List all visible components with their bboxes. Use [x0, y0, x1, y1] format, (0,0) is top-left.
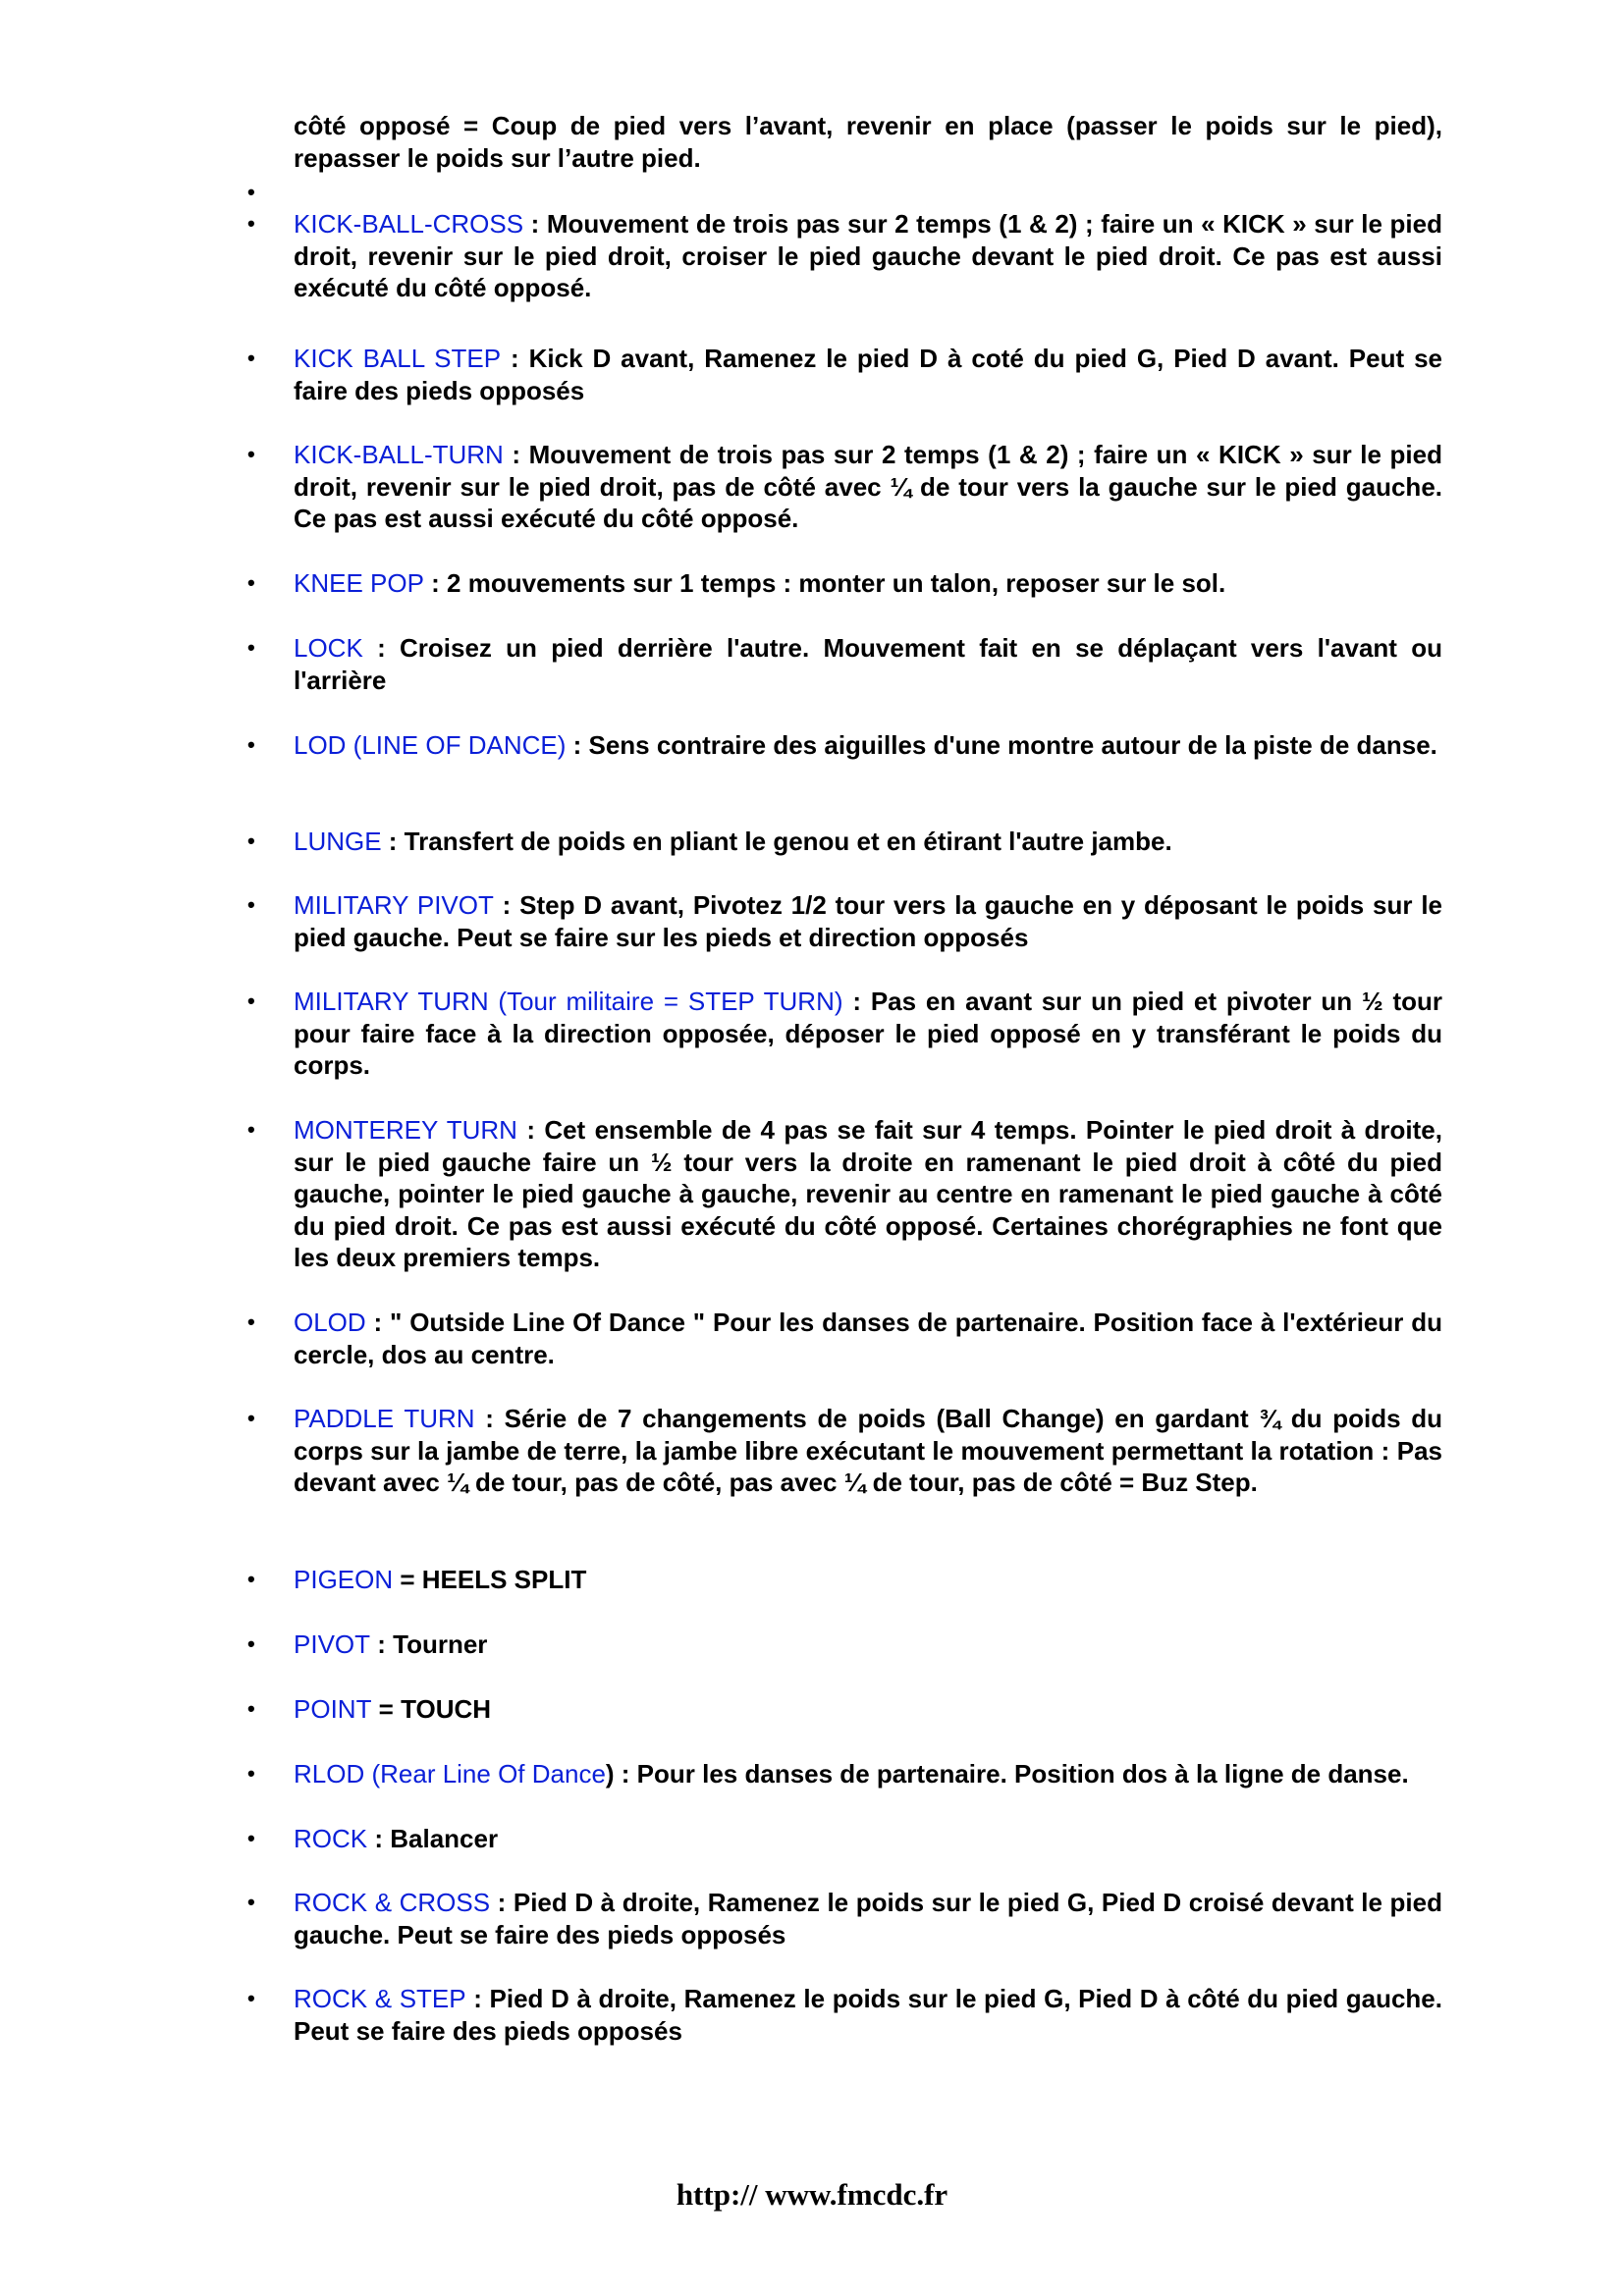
- glossary-entry: [294, 1693, 1442, 1726]
- list-bullet: •: [247, 1826, 255, 1850]
- list-bullet: •: [247, 1986, 255, 2010]
- continuation-paragraph: [294, 110, 1442, 174]
- glossary-entry: [294, 1564, 1442, 1596]
- list-bullet: •: [247, 1567, 255, 1591]
- list-bullet: •: [247, 828, 255, 853]
- glossary-entry: [294, 1403, 1442, 1499]
- glossary-entry: [294, 343, 1442, 406]
- glossary-definition: : Transfert de poids en pliant le genou et en étirant l'autre jambe.: [381, 827, 1172, 856]
- glossary-term: KICK-BALL-CROSS: [294, 209, 524, 239]
- glossary-entry: [294, 1758, 1521, 1790]
- glossary-term: LUNGE: [294, 827, 382, 856]
- glossary-definition: : 2 mouvements sur 1 temps : monter un talon, reposer sur le sol.: [423, 568, 1226, 598]
- list-bullet: •: [247, 892, 255, 917]
- list-bullet: •: [247, 1890, 255, 1914]
- glossary-term: MONTEREY TURN: [294, 1115, 517, 1145]
- glossary-entry: [294, 208, 1442, 304]
- glossary-definition: : Mouvement de trois pas sur 2 temps (1 & 2) ; faire un « KICK » sur le pied droit, revenir sur le pied droit, croiser le pied gauche devant le pied droit. Ce pas est aussi exécuté du côté opposé.: [294, 209, 1442, 302]
- glossary-term: OLOD: [294, 1308, 366, 1337]
- glossary-definition: : Tourner: [370, 1629, 488, 1659]
- glossary-term: KNEE POP: [294, 568, 424, 598]
- list-bullet: •: [247, 988, 255, 1013]
- glossary-term: LOCK: [294, 633, 363, 663]
- list-bullet: •: [247, 570, 255, 595]
- glossary-definition: : Cet ensemble de 4 pas se fait sur 4 temps. Pointer le pied droit à droite, sur le pied gauche faire un ½ tour vers la droite en ramenant le pied droit à côté du pied gauche, pointer le pied gauche à gauche, revenir au centre en ramenant le pied gauche à côté du pied droit. Ce pas est aussi exécuté du côté opposé. Certaines chorégraphies ne font que les deux premiers temps.: [294, 1115, 1442, 1272]
- glossary-definition: : Mouvement de trois pas sur 2 temps (1 & 2) ; faire un « KICK » sur le pied droit, revenir sur le pied droit, pas de côté avec ¼ de tour vers la gauche sur le pied gauche. Ce pas est aussi exécuté du côté opposé.: [294, 440, 1442, 533]
- glossary-term: ROCK: [294, 1824, 368, 1853]
- list-bullet: •: [247, 1631, 255, 1656]
- glossary-entry: [294, 1629, 1442, 1661]
- glossary-entry: [294, 729, 1442, 762]
- list-bullet: •: [247, 1696, 255, 1721]
- glossary-term: MILITARY TURN (Tour militaire = STEP TURN): [294, 987, 843, 1016]
- glossary-entry: [294, 632, 1442, 696]
- glossary-entry: [294, 1114, 1442, 1274]
- glossary-entry: [294, 826, 1442, 858]
- glossary-definition: = HEELS SPLIT: [393, 1565, 587, 1594]
- glossary-term: KICK-BALL-TURN: [294, 440, 504, 469]
- glossary-term: ROCK & CROSS: [294, 1888, 491, 1917]
- list-bullet: •: [247, 732, 255, 757]
- list-bullet: •: [247, 1309, 255, 1334]
- glossary-definition: : Pas en avant sur un pied et pivoter un ½ tour pour faire face à la direction opposée, déposer le pied opposé en y transférant le poids du corps.: [294, 987, 1443, 1080]
- glossary-entry: [294, 1983, 1442, 2047]
- footer-url: http:// www.fmcdc.fr: [676, 2177, 948, 2212]
- glossary-entry: [294, 889, 1442, 953]
- list-bullet: •: [247, 1406, 255, 1430]
- glossary-entry: [294, 567, 1442, 600]
- glossary-definition: : Croisez un pied derrière l'autre. Mouvement fait en se déplaçant vers l'avant ou l'arrière: [294, 633, 1442, 695]
- continuation-text: côté opposé = Coup de pied vers l’avant, revenir en place (passer le poids sur le pied), repasser le poids sur l’autre pied.: [294, 111, 1442, 173]
- glossary-entry: [294, 1307, 1442, 1370]
- glossary-term: KICK BALL STEP: [294, 344, 502, 373]
- glossary-term: POINT: [294, 1694, 372, 1724]
- glossary-term: ROCK & STEP: [294, 1984, 466, 2013]
- glossary-entry: [294, 1887, 1442, 1950]
- glossary-definition: : Pied D à droite, Ramenez le poids sur le pied G, Pied D à côté du pied gauche. Peut se faire des pieds opposés: [294, 1984, 1442, 2046]
- glossary-definition: ) : Pour les danses de partenaire. Position dos à la ligne de danse.: [605, 1759, 1409, 1789]
- list-bullet: •: [247, 346, 255, 370]
- list-bullet: •: [247, 1117, 255, 1142]
- glossary-definition: : Série de 7 changements de poids (Ball Change) en gardant ¾ du poids du corps sur la jambe de terre, la jambe libre exécutant le mouvement permettant la rotation : Pas devant avec ¼ de tour, pas de côté, pas avec ¼ de tour, pas de côté = Buz Step.: [294, 1404, 1442, 1497]
- glossary-term: PIGEON: [294, 1565, 394, 1594]
- list-bullet: •: [247, 211, 255, 236]
- glossary-entry: [294, 986, 1442, 1082]
- list-bullet: •: [247, 442, 255, 466]
- glossary-definition: : Balancer: [367, 1824, 499, 1853]
- glossary-term: RLOD (Rear Line Of Dance: [294, 1759, 606, 1789]
- glossary-definition: = TOUCH: [371, 1694, 492, 1724]
- glossary-term: PADDLE TURN: [294, 1404, 475, 1433]
- glossary-entry: [294, 439, 1442, 535]
- glossary-term: LOD (LINE OF DANCE): [294, 730, 567, 760]
- glossary-definition: : Pied D à droite, Ramenez le poids sur le pied G, Pied D croisé devant le pied gauche. Peut se faire des pieds opposés: [294, 1888, 1442, 1949]
- list-bullet: •: [247, 1761, 255, 1786]
- glossary-term: PIVOT: [294, 1629, 371, 1659]
- glossary-entry: [294, 1823, 1442, 1855]
- empty-bullet: •: [247, 180, 255, 204]
- glossary-definition: : Step D avant, Pivotez 1/2 tour vers la gauche en y déposant le poids sur le pied gauche. Peut se faire sur les pieds et direction opposés: [294, 890, 1442, 952]
- glossary-definition: : Sens contraire des aiguilles d'une montre autour de la piste de danse.: [566, 730, 1437, 760]
- list-bullet: •: [247, 635, 255, 660]
- glossary-definition: : Kick D avant, Ramenez le pied D à coté du pied G, Pied D avant. Peut se faire des pieds opposés: [294, 344, 1442, 405]
- glossary-term: MILITARY PIVOT: [294, 890, 494, 920]
- glossary-definition: : " Outside Line Of Dance " Pour les danses de partenaire. Position face à l'extérieur du cercle, dos au centre.: [294, 1308, 1442, 1369]
